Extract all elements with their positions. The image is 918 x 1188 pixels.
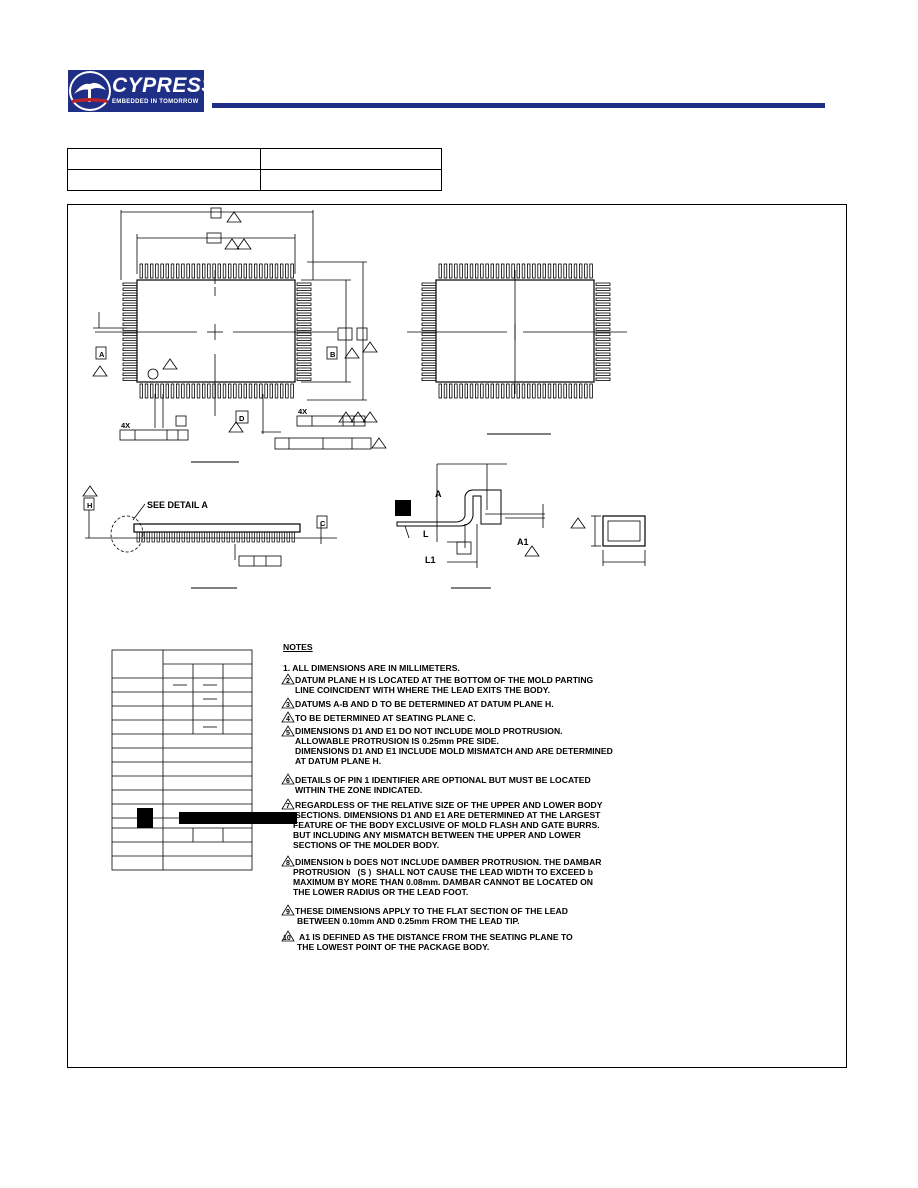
lead: [123, 353, 137, 356]
lead: [223, 384, 226, 398]
lead: [254, 264, 257, 278]
lead: [297, 368, 311, 371]
lead: [422, 358, 436, 361]
lead: [228, 384, 231, 398]
lead: [596, 348, 610, 351]
note-flag-number: 6: [286, 778, 290, 785]
lead: [213, 384, 216, 398]
lead: [140, 264, 143, 278]
lead: [496, 264, 499, 278]
lead: [543, 264, 546, 278]
lead: [596, 378, 610, 381]
lead: [123, 363, 137, 366]
lead: [162, 532, 165, 542]
lead: [422, 353, 436, 356]
note-item: FEATURE OF THE BODY EXCLUSIVE OF MOLD FLASH AND GATE BURRS.: [293, 820, 600, 830]
lead: [297, 363, 311, 366]
lead: [239, 264, 242, 278]
header-rule: [212, 103, 825, 108]
lead: [596, 298, 610, 301]
lead: [553, 384, 556, 398]
lead: [460, 384, 463, 398]
lead: [422, 363, 436, 366]
top-view-body: [137, 280, 295, 382]
lead: [249, 384, 252, 398]
lead: [123, 318, 137, 321]
lead: [171, 384, 174, 398]
lead: [460, 264, 463, 278]
table-cell: [261, 170, 442, 191]
lead: [422, 283, 436, 286]
table-cell: [68, 149, 261, 170]
lead: [533, 264, 536, 278]
note-item: TO BE DETERMINED AT SEATING PLANE C.: [295, 713, 476, 723]
dim-l1-label: L1: [425, 555, 436, 565]
lead: [161, 264, 164, 278]
note-item: AT DATUM PLANE H.: [295, 756, 382, 766]
lead: [559, 264, 562, 278]
lead: [496, 384, 499, 398]
lead: [265, 384, 268, 398]
lead: [156, 264, 159, 278]
bottom-view-leads: [422, 264, 610, 398]
lead: [275, 264, 278, 278]
lead: [237, 532, 240, 542]
lead: [543, 384, 546, 398]
lead: [252, 532, 255, 542]
lead: [140, 384, 143, 398]
lead: [297, 308, 311, 311]
lead: [596, 303, 610, 306]
lead: [297, 353, 311, 356]
lead: [596, 363, 610, 366]
lead: [166, 384, 169, 398]
lead: [564, 264, 567, 278]
lead: [244, 264, 247, 278]
lead: [286, 384, 289, 398]
dim-a1-label: A1: [517, 537, 529, 547]
lead: [548, 384, 551, 398]
note-item: THESE DIMENSIONS APPLY TO THE FLAT SECTION OF THE LEAD: [295, 906, 568, 916]
table-cell: [68, 170, 261, 191]
see-detail-a-label: SEE DETAIL A: [147, 500, 208, 510]
lead: [123, 328, 137, 331]
lead: [166, 264, 169, 278]
lead: [280, 384, 283, 398]
datum-h-label: H: [87, 501, 93, 510]
qty-4x-label: 4X: [121, 421, 131, 430]
lead: [455, 384, 458, 398]
lead: [208, 264, 211, 278]
lead: [267, 532, 270, 542]
lead: [123, 343, 137, 346]
lead: [596, 313, 610, 316]
datum-b-label: B: [330, 350, 336, 359]
lead: [242, 532, 245, 542]
lead: [212, 532, 215, 542]
lead: [470, 384, 473, 398]
lead: [167, 532, 170, 542]
lead: [596, 338, 610, 341]
lead: [596, 283, 610, 286]
lead-section: [603, 516, 645, 546]
lead: [455, 264, 458, 278]
lead: [564, 384, 567, 398]
lead: [265, 264, 268, 278]
lead: [297, 298, 311, 301]
lead: [569, 264, 572, 278]
lead: [260, 384, 263, 398]
lead: [123, 283, 137, 286]
table-row: [68, 170, 442, 191]
side-view-body: [134, 524, 300, 532]
lead: [422, 333, 436, 336]
lead: [222, 532, 225, 542]
lead: [277, 532, 280, 542]
lead: [517, 384, 520, 398]
lead: [123, 303, 137, 306]
lead: [291, 384, 294, 398]
table-cell: [261, 149, 442, 170]
lead: [197, 384, 200, 398]
lead: [187, 384, 190, 398]
lead: [465, 384, 468, 398]
lead: [491, 264, 494, 278]
lead: [297, 293, 311, 296]
lead: [297, 318, 311, 321]
lead: [449, 384, 452, 398]
note-flag-number: 5: [286, 730, 290, 737]
note-flag-number: 2: [286, 678, 290, 685]
lead: [422, 293, 436, 296]
note-flag-number: 8: [286, 860, 290, 867]
lead: [297, 333, 311, 336]
lead: [150, 264, 153, 278]
lead: [439, 264, 442, 278]
lead: [512, 384, 515, 398]
lead: [123, 338, 137, 341]
lead: [123, 298, 137, 301]
lead: [157, 532, 160, 542]
lead: [297, 358, 311, 361]
lead: [161, 384, 164, 398]
note-item: A1 IS DEFINED AS THE DISTANCE FROM THE SEATING PLANE TO: [299, 932, 573, 942]
notes-title: NOTES: [283, 642, 313, 652]
datum-c-label: C: [320, 519, 326, 528]
lead: [202, 264, 205, 278]
lead: [123, 358, 137, 361]
lead: [422, 373, 436, 376]
lead: [247, 532, 250, 542]
lead: [270, 264, 273, 278]
lead: [475, 384, 478, 398]
lead: [527, 384, 530, 398]
lead: [422, 303, 436, 306]
note-item: THE LOWEST POINT OF THE PACKAGE BODY.: [297, 942, 490, 952]
lead: [486, 264, 489, 278]
lead: [590, 384, 593, 398]
lead: [280, 264, 283, 278]
lead: [507, 384, 510, 398]
lead: [596, 328, 610, 331]
lead: [197, 532, 200, 542]
lead: [223, 264, 226, 278]
lead: [422, 298, 436, 301]
lead: [465, 264, 468, 278]
lead: [559, 384, 562, 398]
lead: [585, 264, 588, 278]
lead: [422, 318, 436, 321]
note-item: DATUMS A-B AND D TO BE DETERMINED AT DATUM PLANE H.: [295, 699, 554, 709]
lead: [244, 384, 247, 398]
lead: [137, 532, 140, 542]
lead: [569, 384, 572, 398]
note-item: DIMENSIONS D1 AND E1 DO NOT INCLUDE MOLD PROTRUSION.: [295, 726, 563, 736]
lead: [187, 264, 190, 278]
lead: [275, 384, 278, 398]
note-item: DIMENSIONS D1 AND E1 INCLUDE MOLD MISMATCH AND ARE DETERMINED: [295, 746, 613, 756]
lead: [270, 384, 273, 398]
lead: [208, 384, 211, 398]
lead: [176, 264, 179, 278]
dimension-table: [112, 650, 252, 870]
lead: [486, 384, 489, 398]
lead: [585, 384, 588, 398]
lead: [422, 348, 436, 351]
lead: [177, 532, 180, 542]
logo-tagline: EMBEDDED IN TOMORROW: [112, 99, 199, 105]
lead: [297, 373, 311, 376]
lead: [517, 264, 520, 278]
logo-wordmark: CYPRESS: [112, 74, 216, 97]
lead: [182, 264, 185, 278]
lead: [156, 384, 159, 398]
lead: [123, 373, 137, 376]
dim-a-label: A: [435, 489, 442, 499]
note-flag-markers: [280, 640, 310, 960]
lead: [422, 308, 436, 311]
lead: [422, 368, 436, 371]
lead: [422, 338, 436, 341]
note-item: DATUM PLANE H IS LOCATED AT THE BOTTOM OF THE MOLD PARTING: [295, 675, 594, 685]
lead: [297, 328, 311, 331]
lead: [192, 264, 195, 278]
note-item: SECTIONS OF THE MOLDER BODY.: [293, 840, 440, 850]
note-item: SECTIONS. DIMENSIONS D1 AND E1 ARE DETERMINED AT THE LARGEST: [295, 810, 601, 820]
lead: [579, 384, 582, 398]
lead: [297, 313, 311, 316]
datum-a-label: A: [99, 350, 105, 359]
lead: [262, 532, 265, 542]
lead: [152, 532, 155, 542]
lead: [574, 264, 577, 278]
lead: [422, 313, 436, 316]
note-item: PROTRUSION (S ) SHALL NOT CAUSE THE LEAD WIDTH TO EXCEED b: [293, 867, 593, 877]
lead: [260, 264, 263, 278]
lead: [596, 358, 610, 361]
lead: [444, 384, 447, 398]
lead: [182, 384, 185, 398]
lead: [272, 532, 275, 542]
lead: [123, 368, 137, 371]
lead: [172, 532, 175, 542]
lead: [527, 264, 530, 278]
lead: [147, 532, 150, 542]
lead: [439, 384, 442, 398]
spec-info-table: [67, 148, 442, 191]
note-flag-number: 9: [286, 909, 290, 916]
lead: [297, 323, 311, 326]
lead: [297, 338, 311, 341]
lead: [444, 264, 447, 278]
lead: [145, 264, 148, 278]
lead: [449, 264, 452, 278]
lead: [481, 264, 484, 278]
lead: [470, 264, 473, 278]
note-item: MAXIMUM BY MORE THAN 0.08mm. DAMBAR CANNOT BE LOCATED ON: [293, 877, 593, 887]
lead: [501, 264, 504, 278]
lead: [422, 343, 436, 346]
top-view-leads: [123, 264, 311, 398]
lead: [239, 384, 242, 398]
lead: [574, 384, 577, 398]
dim-l-label: L: [423, 529, 429, 539]
lead: [123, 313, 137, 316]
note-item: DIMENSION b DOES NOT INCLUDE DAMBER PROTRUSION. THE DAMBAR: [295, 857, 602, 867]
lead: [596, 308, 610, 311]
lead: [422, 378, 436, 381]
lead: [218, 384, 221, 398]
note-item: DETAILS OF PIN 1 IDENTIFIER ARE OPTIONAL BUT MUST BE LOCATED: [295, 775, 591, 785]
lead: [150, 384, 153, 398]
lead: [522, 264, 525, 278]
lead: [207, 532, 210, 542]
lead: [182, 532, 185, 542]
lead: [287, 532, 290, 542]
lead: [538, 384, 541, 398]
note-item: 1. ALL DIMENSIONS ARE IN MILLIMETERS.: [283, 663, 460, 673]
lead: [596, 353, 610, 356]
lead: [213, 264, 216, 278]
lead: [202, 532, 205, 542]
lead: [512, 264, 515, 278]
lead: [123, 293, 137, 296]
lead: [596, 323, 610, 326]
lead: [491, 384, 494, 398]
lead: [291, 264, 294, 278]
lead: [176, 384, 179, 398]
lead: [232, 532, 235, 542]
lead: [123, 333, 137, 336]
lead: [507, 264, 510, 278]
lead: [123, 308, 137, 311]
lead: [596, 343, 610, 346]
lead: [522, 384, 525, 398]
lead: [297, 303, 311, 306]
lead: [297, 283, 311, 286]
lead: [422, 323, 436, 326]
note-item: THE LOWER RADIUS OR THE LEAD FOOT.: [293, 887, 469, 897]
lead: [254, 384, 257, 398]
lead: [548, 264, 551, 278]
lead: [297, 343, 311, 346]
lead: [292, 532, 295, 542]
lead: [596, 368, 610, 371]
lead: [596, 293, 610, 296]
lead: [286, 264, 289, 278]
lead: [123, 323, 137, 326]
datum-d-label: D: [239, 414, 245, 423]
lead: [192, 384, 195, 398]
lead: [590, 264, 593, 278]
lead: [422, 328, 436, 331]
note-item: BUT INCLUDING ANY MISMATCH BETWEEN THE UPPER AND LOWER: [293, 830, 581, 840]
lead: [481, 384, 484, 398]
lead: [202, 384, 205, 398]
lead: [123, 378, 137, 381]
lead: [197, 264, 200, 278]
lead: [501, 384, 504, 398]
lead: [218, 264, 221, 278]
lead: [234, 384, 237, 398]
lead: [123, 348, 137, 351]
lead: [553, 264, 556, 278]
note-flag-number: 10: [283, 935, 291, 942]
lead: [475, 264, 478, 278]
lead: [579, 264, 582, 278]
note-item: ALLOWABLE PROTRUSION IS 0.25mm PRE SIDE.: [295, 736, 499, 746]
qty-4x-label: 4X: [298, 407, 308, 416]
lead: [145, 384, 148, 398]
lead: [257, 532, 260, 542]
table-row: [68, 149, 442, 170]
note-flag-number: 4: [286, 716, 290, 723]
note-item: REGARDLESS OF THE RELATIVE SIZE OF THE UPPER AND LOWER BODY: [295, 800, 603, 810]
lead: [533, 384, 536, 398]
lead: [123, 288, 137, 291]
lead: [192, 532, 195, 542]
lead: [234, 264, 237, 278]
lead: [171, 264, 174, 278]
lead: [596, 288, 610, 291]
lead: [217, 532, 220, 542]
lead: [227, 532, 230, 542]
lead: [596, 318, 610, 321]
side-view-leads: [137, 532, 295, 542]
lead: [228, 264, 231, 278]
note-flag-number: 3: [286, 702, 290, 709]
note-item: BETWEEN 0.10mm AND 0.25mm FROM THE LEAD TIP.: [297, 916, 520, 926]
lead: [538, 264, 541, 278]
lead: [187, 532, 190, 542]
lead: [422, 288, 436, 291]
note-item: LINE COINCIDENT WITH WHERE THE LEAD EXITS THE BODY.: [295, 685, 550, 695]
lead: [282, 532, 285, 542]
lead: [297, 348, 311, 351]
lead: [596, 373, 610, 376]
note-flag-number: 7: [286, 803, 290, 810]
lead: [596, 333, 610, 336]
lead: [297, 288, 311, 291]
note-item: WITHIN THE ZONE INDICATED.: [295, 785, 423, 795]
lead: [249, 264, 252, 278]
lead: [297, 378, 311, 381]
